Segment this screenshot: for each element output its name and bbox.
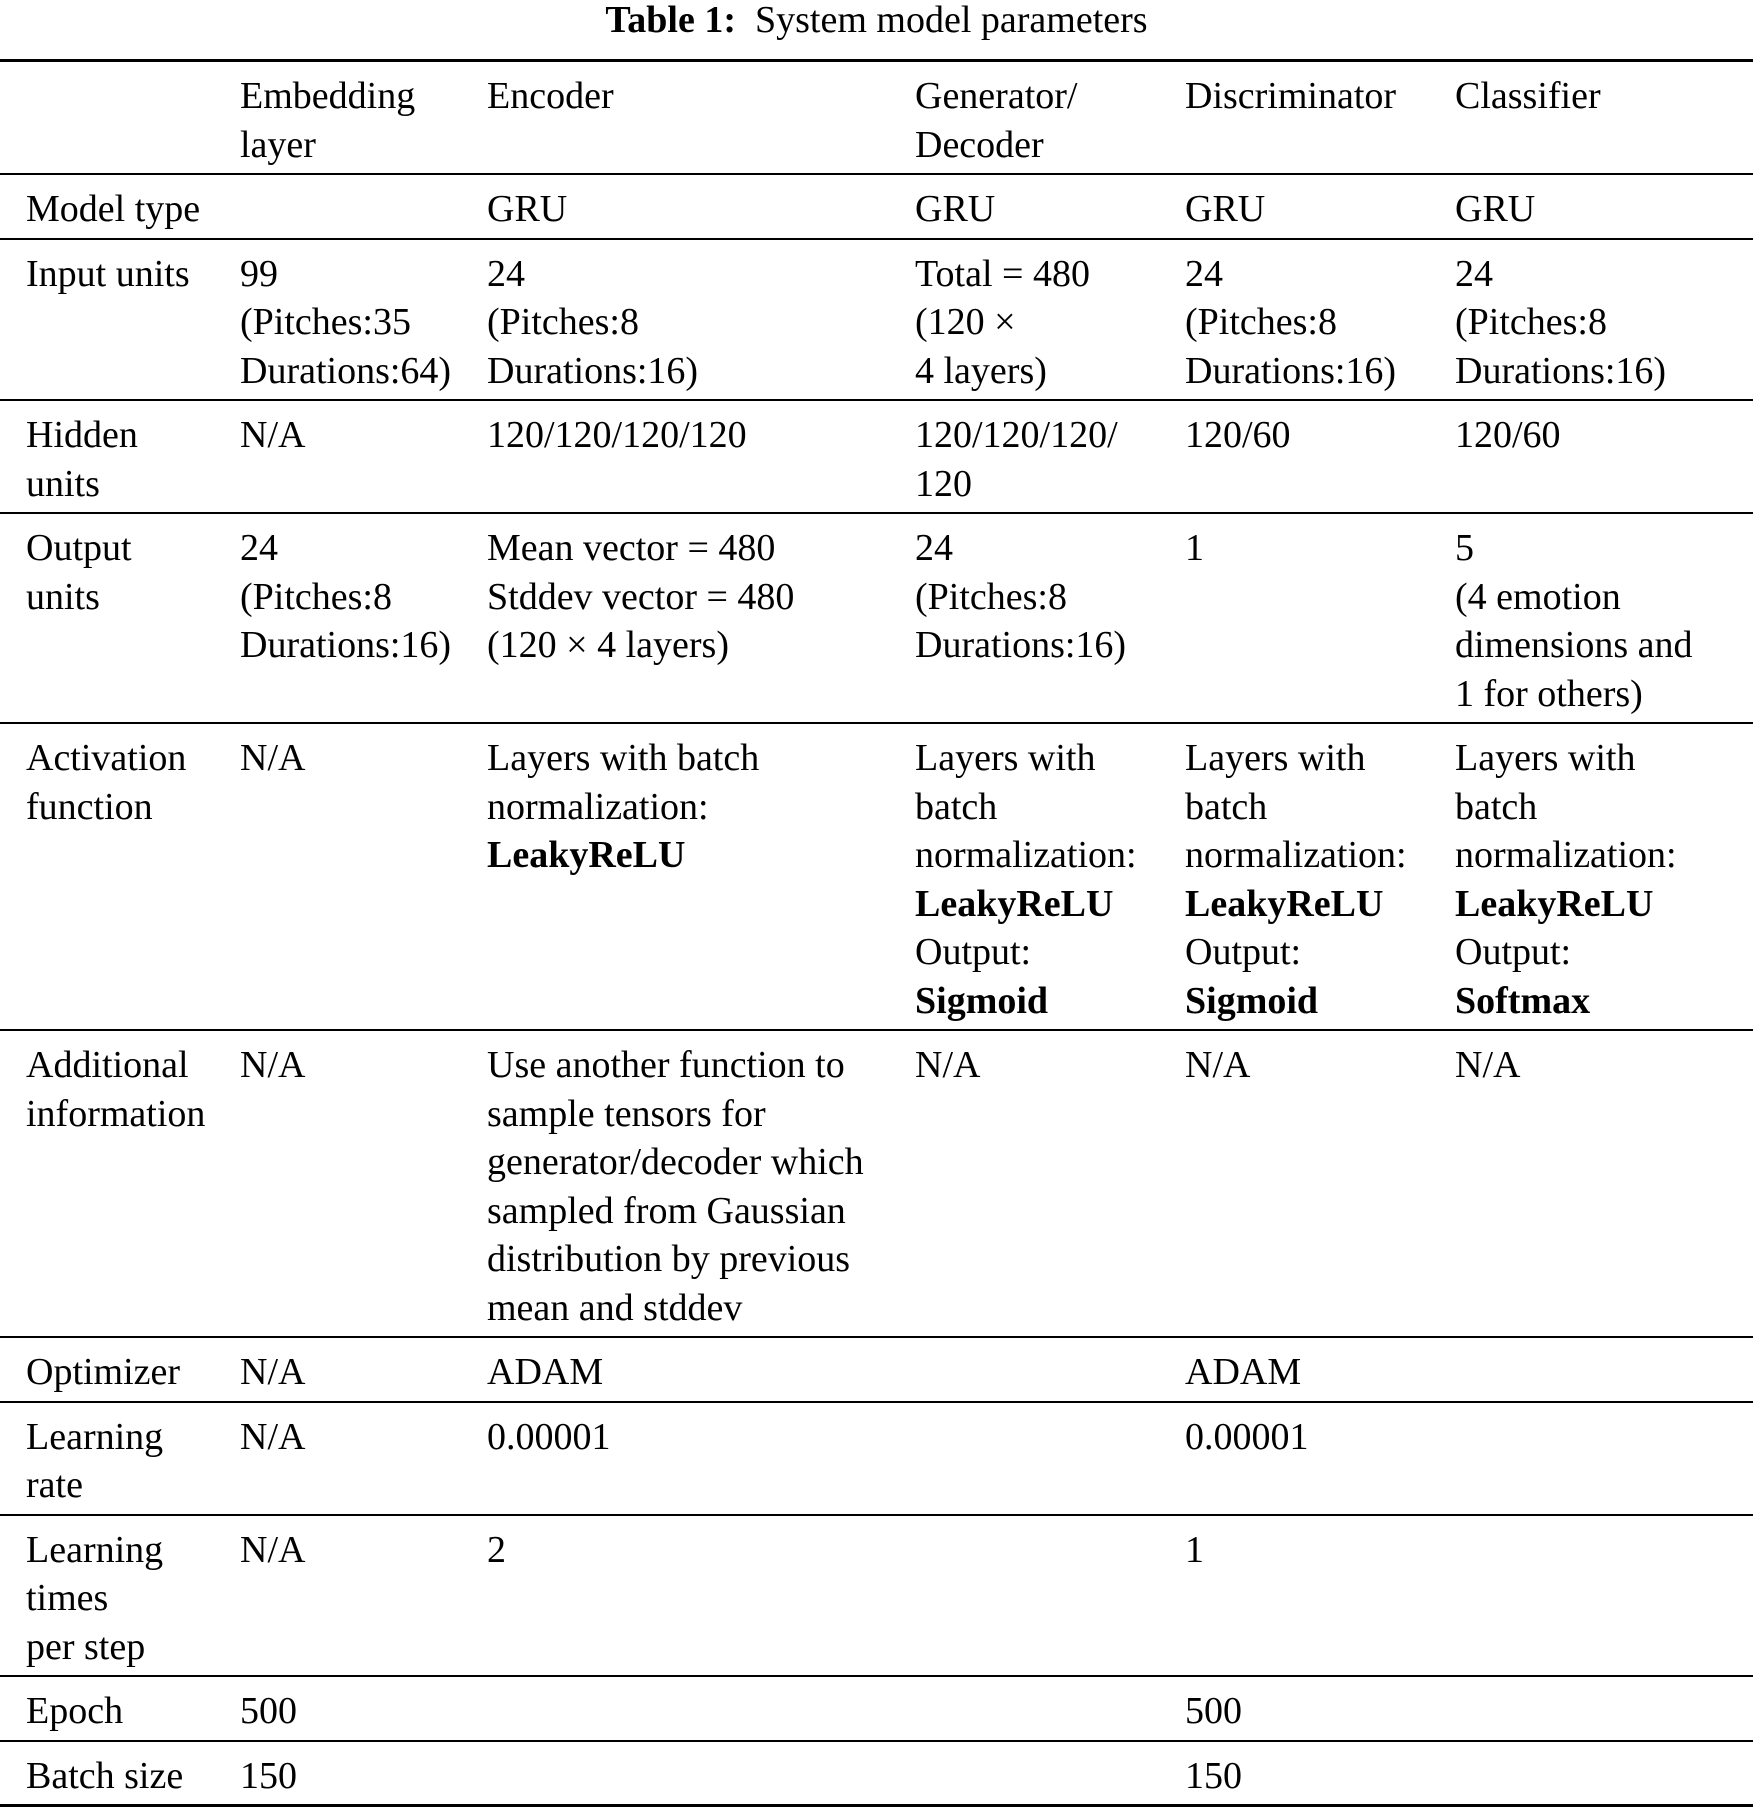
table-cell (487, 723, 915, 1030)
table-caption-label: Table 1: (605, 0, 736, 41)
table-cell (1185, 723, 1455, 1030)
cell-line: Durations:64) (240, 349, 452, 392)
table-cell (240, 239, 487, 401)
table-cell (1185, 1030, 1455, 1337)
table-cell (915, 1337, 1185, 1402)
cell-line: 1 (1185, 1528, 1204, 1571)
cell-line: normalization: (1455, 834, 1677, 876)
table-cell (915, 1515, 1185, 1677)
table-cell (915, 239, 1185, 401)
table-cell (1185, 174, 1455, 239)
cell-line: sampled from Gaussian (487, 1189, 846, 1232)
cell-line: GRU (487, 188, 568, 230)
table-cell (1455, 174, 1753, 239)
table-cell (240, 1515, 487, 1677)
cell-line: GRU (915, 188, 996, 230)
table-row (0, 400, 1753, 513)
header-row (0, 61, 1753, 175)
cell-line: 150 (240, 1754, 297, 1797)
cell-line: times (26, 1577, 109, 1619)
column-header (1455, 61, 1753, 175)
cell-line: Model type (26, 188, 201, 230)
cell-line: Durations:16) (1455, 349, 1667, 392)
table-row (0, 723, 1753, 1030)
cell-line: Durations:16) (915, 624, 1127, 666)
cell-line: N/A (240, 1415, 306, 1458)
table-cell (1455, 1515, 1753, 1677)
cell-line: (Pitches:8 (915, 575, 1067, 618)
cell-line: LeakyReLU (915, 882, 1114, 925)
cell-line: N/A (915, 1044, 981, 1086)
cell-line: 1 (1185, 527, 1204, 569)
cell-line: Output: (915, 931, 1032, 973)
table-cell (240, 513, 487, 723)
table-cell (487, 1337, 915, 1402)
cell-line: GRU (1455, 188, 1536, 230)
cell-line: Additional (26, 1044, 189, 1086)
parameters-table (0, 59, 1753, 1807)
cell-line: 0.00001 (487, 1415, 611, 1458)
cell-line: Output: (1185, 931, 1302, 973)
table-caption (0, 0, 1753, 40)
cell-line: generator/decoder which (487, 1141, 864, 1183)
table-row (0, 174, 1753, 239)
table-cell (1455, 1676, 1753, 1741)
row-label (0, 1515, 240, 1677)
table-cell (1455, 723, 1753, 1030)
cell-line: GRU (1185, 188, 1266, 230)
cell-line: units (26, 575, 100, 618)
table-cell (487, 174, 915, 239)
cell-line: Embedding (240, 75, 416, 117)
cell-line: (4 emotion (1455, 575, 1621, 618)
cell-line: ADAM (487, 1351, 604, 1393)
cell-line: (Pitches:8 (1185, 301, 1337, 343)
column-header (1185, 61, 1455, 175)
cell-line: Batch size (26, 1754, 184, 1797)
cell-line: 120/60 (1185, 414, 1291, 456)
row-label (0, 174, 240, 239)
cell-line: 1 for others) (1455, 672, 1643, 715)
table-cell (1455, 513, 1753, 723)
table-cell (1185, 513, 1455, 723)
table-cell (487, 1402, 915, 1515)
cell-line: (Pitches:35 (240, 301, 411, 343)
table-cell (1185, 1676, 1455, 1741)
cell-line: Sigmoid (1185, 979, 1319, 1022)
row-label (0, 400, 240, 513)
header-corner-cell (0, 61, 240, 175)
row-label (0, 1402, 240, 1515)
table-cell (915, 1030, 1185, 1337)
cell-line: Encoder (487, 75, 614, 117)
cell-line: Stddev vector = 480 (487, 575, 795, 618)
cell-line: LeakyReLU (1455, 882, 1654, 925)
cell-line: Durations:16) (1185, 349, 1397, 392)
table-row (0, 1741, 1753, 1806)
cell-line: 24 (915, 527, 953, 569)
table-cell (240, 1676, 487, 1741)
table-cell (487, 513, 915, 723)
cell-line: distribution by previous (487, 1238, 851, 1280)
cell-line: Layers with (1185, 737, 1366, 779)
row-label (0, 1741, 240, 1806)
row-label (0, 1030, 240, 1337)
cell-line: 24 (1455, 252, 1493, 295)
cell-line: batch (915, 785, 998, 828)
column-header (240, 61, 487, 175)
cell-line: layer (240, 123, 316, 166)
cell-line: Discriminator (1185, 75, 1397, 117)
table-cell (240, 174, 487, 239)
cell-line: function (26, 785, 153, 828)
cell-line: LeakyReLU (1185, 882, 1384, 925)
cell-line: (Pitches:8 (487, 301, 639, 343)
cell-line: 120 (915, 462, 972, 505)
cell-line: 24 (1185, 252, 1223, 295)
row-label (0, 723, 240, 1030)
cell-line: normalization: (1185, 834, 1407, 876)
table-cell (915, 1676, 1185, 1741)
table-cell (915, 513, 1185, 723)
cell-line: Learning (26, 1528, 164, 1571)
cell-line: N/A (1185, 1044, 1251, 1086)
cell-line: Durations:16) (240, 624, 452, 666)
table-cell (1455, 400, 1753, 513)
cell-line: 120/120/120/120 (487, 414, 747, 456)
cell-line: 500 (240, 1690, 297, 1732)
table-cell (1185, 1402, 1455, 1515)
table-cell (1185, 1515, 1455, 1677)
table-row (0, 513, 1753, 723)
cell-line: N/A (240, 1351, 306, 1393)
cell-line: Epoch (26, 1690, 124, 1732)
cell-line: Durations:16) (487, 349, 699, 392)
cell-line: Output (26, 527, 132, 569)
cell-line: Mean vector = 480 (487, 527, 776, 569)
cell-line: Layers with batch (487, 737, 760, 779)
cell-line: 500 (1185, 1690, 1242, 1732)
cell-line: normalization: (915, 834, 1137, 876)
cell-line: Input units (26, 252, 190, 295)
table-cell (487, 1676, 915, 1741)
parameters-table-body (0, 61, 1753, 1806)
cell-line: ADAM (1185, 1351, 1302, 1393)
cell-line: LeakyReLU (487, 834, 686, 876)
cell-line: units (26, 462, 100, 505)
row-label (0, 513, 240, 723)
cell-line: (Pitches:8 (240, 575, 392, 618)
cell-line: Optimizer (26, 1351, 181, 1393)
cell-line: sample tensors for (487, 1092, 766, 1135)
table-cell (1455, 1337, 1753, 1402)
row-label (0, 239, 240, 401)
cell-line: 150 (1185, 1754, 1242, 1797)
table-cell (240, 1402, 487, 1515)
table-cell (487, 239, 915, 401)
column-header (487, 61, 915, 175)
cell-line: N/A (1455, 1044, 1521, 1086)
cell-line: (Pitches:8 (1455, 301, 1607, 343)
cell-line: (120 × (915, 301, 1016, 343)
cell-line: 120/120/120/ (915, 414, 1118, 456)
table-cell (487, 1741, 915, 1806)
cell-line: Output: (1455, 931, 1572, 973)
cell-line: N/A (240, 414, 306, 456)
table-row (0, 1402, 1753, 1515)
table-row (0, 1337, 1753, 1402)
table-row (0, 1676, 1753, 1741)
cell-line: Layers with (1455, 737, 1636, 779)
row-label (0, 1337, 240, 1402)
cell-line: 0.00001 (1185, 1415, 1309, 1458)
cell-line: N/A (240, 737, 306, 779)
cell-line: Use another function to (487, 1044, 845, 1086)
cell-line: Decoder (915, 123, 1044, 166)
cell-line: 24 (240, 527, 278, 569)
table-cell (240, 723, 487, 1030)
table-cell (487, 400, 915, 513)
table-row (0, 1030, 1753, 1337)
cell-line: 4 layers) (915, 349, 1047, 392)
cell-line: rate (26, 1464, 83, 1506)
table-row (0, 239, 1753, 401)
table-cell (1185, 400, 1455, 513)
cell-line: N/A (240, 1528, 306, 1571)
cell-line: mean and stddev (487, 1286, 743, 1329)
table-cell (915, 1741, 1185, 1806)
table-cell (1455, 1402, 1753, 1515)
cell-line: 24 (487, 252, 525, 295)
cell-line: Sigmoid (915, 979, 1049, 1022)
table-cell (487, 1030, 915, 1337)
cell-line: 2 (487, 1528, 506, 1571)
table-cell (1455, 1741, 1753, 1806)
cell-line: per step (26, 1625, 146, 1668)
table-cell (240, 1337, 487, 1402)
table-cell (1455, 1030, 1753, 1337)
cell-line: N/A (240, 1044, 306, 1086)
cell-line: Total = 480 (915, 252, 1090, 295)
cell-line: 99 (240, 252, 278, 295)
cell-line: Hidden (26, 414, 138, 456)
cell-line: 5 (1455, 527, 1474, 569)
table-cell (1455, 239, 1753, 401)
cell-line: Classifier (1455, 75, 1601, 117)
table-cell (1185, 1337, 1455, 1402)
cell-line: normalization: (487, 785, 709, 828)
table-caption-title: System model parameters (755, 0, 1148, 41)
cell-line: information (26, 1092, 206, 1135)
cell-line: Softmax (1455, 979, 1591, 1022)
cell-line: batch (1455, 785, 1538, 828)
cell-line: Generator/ (915, 75, 1078, 117)
table-cell (240, 1030, 487, 1337)
table-cell (915, 400, 1185, 513)
table-cell (1185, 1741, 1455, 1806)
row-label (0, 1676, 240, 1741)
cell-line: Activation (26, 737, 187, 779)
cell-line: Learning (26, 1415, 164, 1458)
cell-line: batch (1185, 785, 1268, 828)
cell-line: (120 × 4 layers) (487, 624, 729, 666)
table-cell (240, 1741, 487, 1806)
table-cell (915, 174, 1185, 239)
cell-line: 120/60 (1455, 414, 1561, 456)
table-cell (915, 723, 1185, 1030)
cell-line: Layers with (915, 737, 1096, 779)
table-cell (487, 1515, 915, 1677)
column-header (915, 61, 1185, 175)
table-cell (240, 400, 487, 513)
table-cell (915, 1402, 1185, 1515)
table-row (0, 1515, 1753, 1677)
table-cell (1185, 239, 1455, 401)
cell-line: dimensions and (1455, 624, 1693, 666)
